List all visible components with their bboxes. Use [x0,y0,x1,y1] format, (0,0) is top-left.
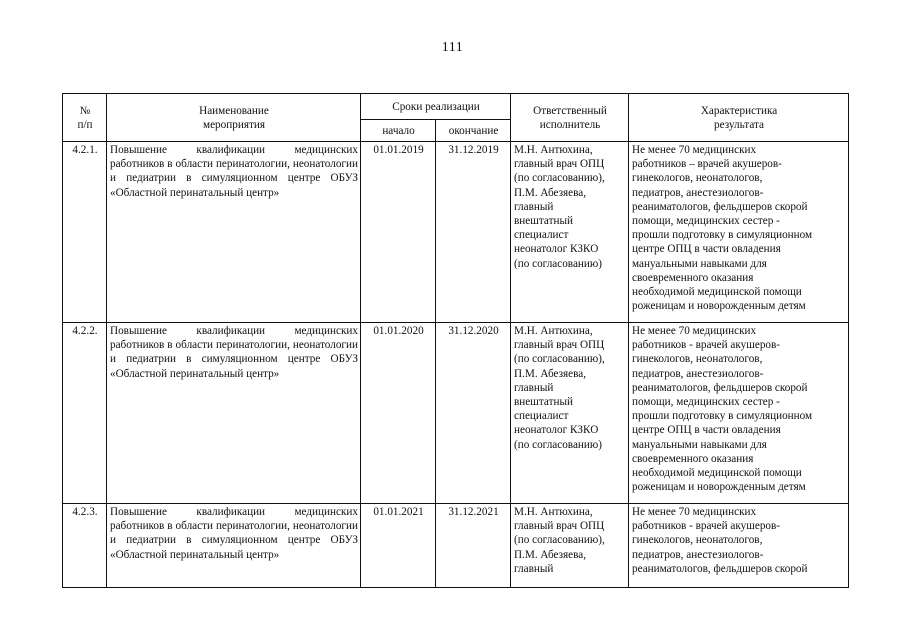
row-number: 4.2.1. [63,142,107,323]
start-date: 01.01.2020 [361,323,436,504]
result-description: Не менее 70 медицинских работников - врачей акушеров- гинекологов, неонатологов, педиатров, анестезиологов- реаниматологов, фельдшеров скорой [629,504,849,588]
page-number: 111 [441,40,464,55]
header-end: окончание [436,120,511,142]
header-responsible: Ответственный исполнитель [511,94,629,142]
header-num: № п/п [63,94,107,142]
header-terms: Сроки реализации [361,94,511,120]
start-date: 01.01.2021 [361,504,436,588]
end-date: 31.12.2020 [436,323,511,504]
result-description: Не менее 70 медицинских работников - врачей акушеров- гинекологов, неонатологов, педиатров, анестезиологов- реаниматологов, фельдшеров скорой помощи, медицинских сестер - прошли подготовку в симуляционном центре ОПЦ в части овладения мануальными навыками для своевременного оказания необходимой медицинской помощи роженицам и новорожденным детям [629,323,849,504]
end-date: 31.12.2019 [436,142,511,323]
measure-name: Повышение квалификации медицинских работников в области перинатологии, неонатологии и педиатрии в симуляционном центре ОБУЗ «Областной перинатальный центр» [107,504,361,588]
header-row-main [63,94,849,120]
responsible-executor: М.Н. Антюхина, главный врач ОПЦ (по согласованию), П.М. Абезяева, главный [511,504,629,588]
header-name: Наименование мероприятия [107,94,361,142]
table-row [63,504,849,588]
start-date: 01.01.2019 [361,142,436,323]
responsible-executor: М.Н. Антюхина, главный врач ОПЦ (по согласованию), П.М. Абезяева, главный внештатный специалист неонатолог КЗКО (по согласованию) [511,323,629,504]
row-number: 4.2.2. [63,323,107,504]
responsible-executor: М.Н. Антюхина, главный врач ОПЦ (по согласованию), П.М. Абезяева, главный внештатный специалист неонатолог КЗКО (по согласованию) [511,142,629,323]
table-row [63,323,849,504]
row-number: 4.2.3. [63,504,107,588]
header-start: начало [361,120,436,142]
end-date: 31.12.2021 [436,504,511,588]
measure-name: Повышение квалификации медицинских работников в области перинатологии, неонатологии и педиатрии в симуляционном центре ОБУЗ «Областной перинатальный центр» [107,142,361,323]
measures-table [62,93,849,588]
table-row [63,142,849,323]
result-description: Не менее 70 медицинских работников – врачей акушеров- гинекологов, неонатологов, педиатров, анестезиологов- реаниматологов, фельдшеров скорой помощи, медицинских сестер - прошли подготовку в симуляционном центре ОПЦ в части овладения мануальными навыками для своевременного оказания необходимой медицинской помощи роженицам и новорожденным детям [629,142,849,323]
header-result: Характеристика результата [629,94,849,142]
measure-name: Повышение квалификации медицинских работников в области перинатологии, неонатологии и педиатрии в симуляционном центре ОБУЗ «Областной перинатальный центр» [107,323,361,504]
